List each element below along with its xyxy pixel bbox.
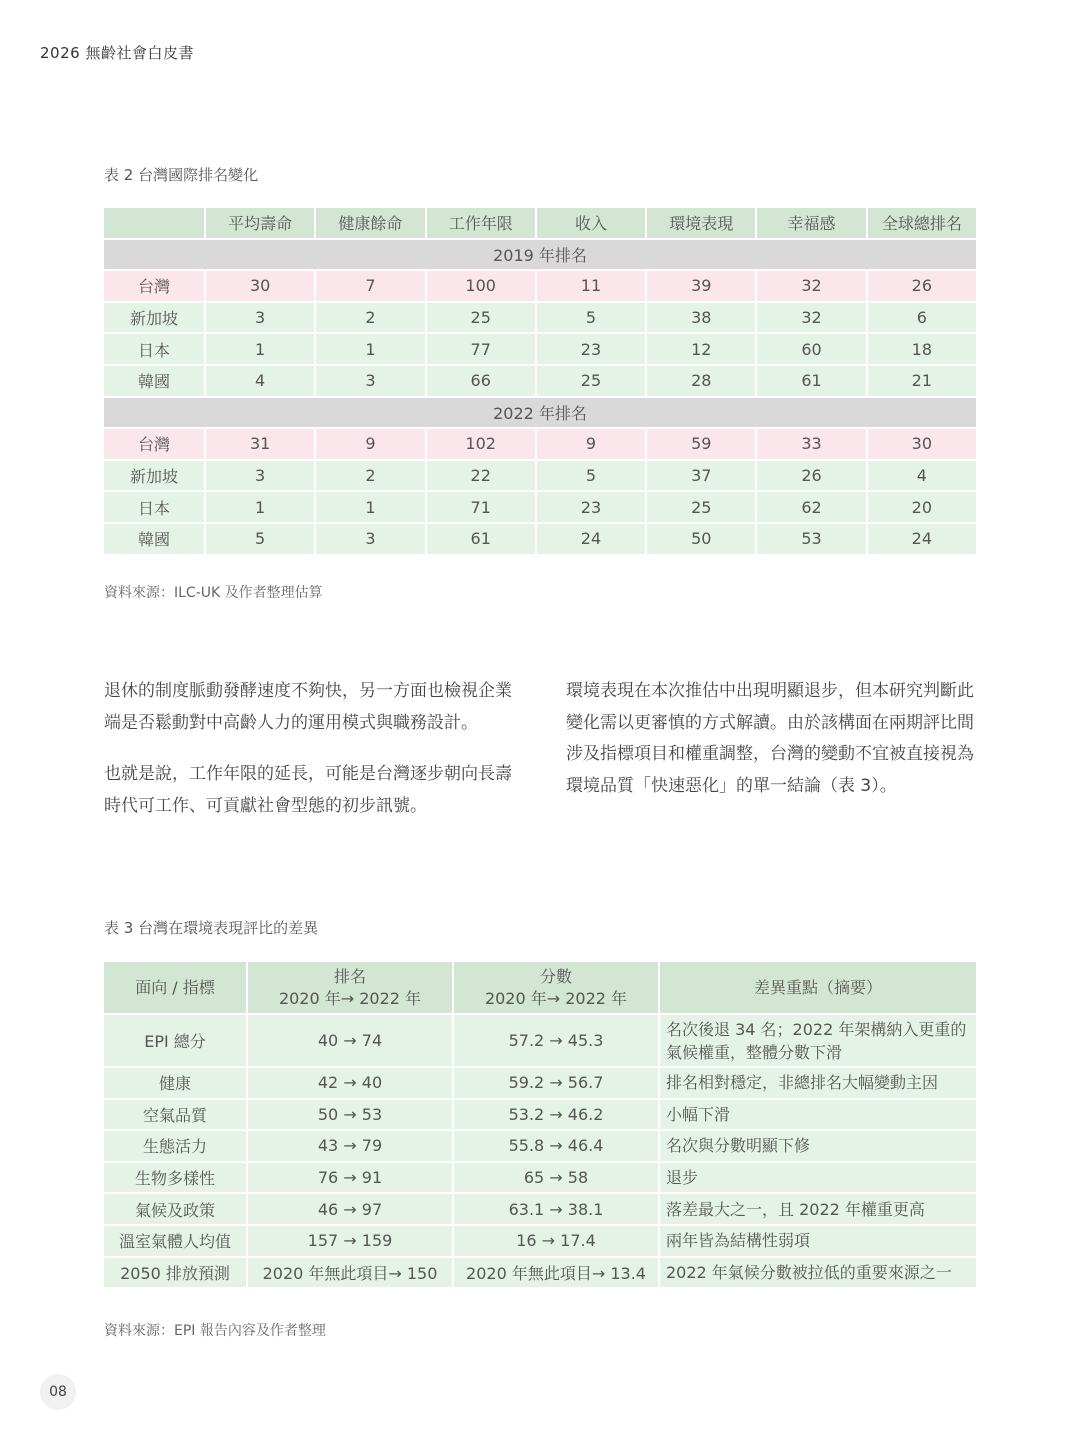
table-cell: 3 [206,303,314,333]
table-cell: 102 [427,429,535,459]
rank-change: 40 → 74 [248,1015,452,1066]
table-row [104,492,976,522]
table-row [104,1258,976,1288]
table2-source: 資料來源：ILC-UK 及作者整理估算 [104,585,323,601]
country-name: 台灣 [104,271,204,301]
table-cell: 61 [757,366,865,396]
table-cell: 30 [206,271,314,301]
table-cell: 37 [647,461,755,491]
table-cell: 23 [537,492,645,522]
table-row [104,1100,976,1130]
indicator-name: 生物多樣性 [104,1163,246,1193]
table-row [104,1194,976,1224]
indicator-name: 空氣品質 [104,1100,246,1130]
table-cell: 32 [757,303,865,333]
difference-note: 排名相對穩定，非總排名大幅變動主因 [660,1068,976,1098]
table-cell: 12 [647,334,755,364]
difference-note: 退步 [660,1163,976,1193]
column-header: 健康餘命 [316,208,424,238]
column-header: 面向 / 指標 [104,962,246,1013]
table-row [104,1131,976,1161]
table-cell: 21 [868,366,976,396]
body-paragraph: 也就是說，工作年限的延長，可能是台灣逐步朝向長壽時代可工作、可貢獻社會型態的初步訊號。 [104,764,512,816]
table-cell: 26 [868,271,976,301]
table-row [104,366,976,396]
table-cell: 5 [537,461,645,491]
column-header: 環境表現 [647,208,755,238]
rank-change: 2020 年無此項目→ 150 [248,1258,452,1288]
section-label-2019: 2019 年排名 [104,240,976,270]
table-row [104,1068,976,1098]
difference-note: 名次後退 34 名；2022 年架構納入更重的氣候權重，整體分數下滑 [660,1015,976,1066]
table-cell: 24 [868,524,976,554]
score-change: 2020 年無此項目→ 13.4 [454,1258,658,1288]
page-number: 08 [40,1374,76,1410]
table-cell: 1 [316,334,424,364]
table-cell: 20 [868,492,976,522]
table-cell: 71 [427,492,535,522]
table-cell: 66 [427,366,535,396]
column-header: 收入 [537,208,645,238]
table-row [104,303,976,333]
score-change: 55.8 → 46.4 [454,1131,658,1161]
table-cell: 38 [647,303,755,333]
column-header: 平均壽命 [206,208,314,238]
indicator-name: 溫室氣體人均值 [104,1226,246,1256]
column-header: 全球總排名 [868,208,976,238]
column-header: 工作年限 [427,208,535,238]
table-cell: 61 [427,524,535,554]
table-cell: 30 [868,429,976,459]
table3-caption: 表 3 台灣在環境表現評比的差異 [104,919,319,937]
indicator-name: 健康 [104,1068,246,1098]
table3-source: 資料來源：EPI 報告內容及作者整理 [104,1323,326,1339]
country-name: 新加坡 [104,303,204,333]
difference-note: 落差最大之一，且 2022 年權重更高 [660,1194,976,1224]
indicator-name: 生態活力 [104,1131,246,1161]
table-cell: 60 [757,334,865,364]
column-header: 排名 2020 年→ 2022 年 [248,962,452,1013]
country-name: 韓國 [104,524,204,554]
rank-change: 46 → 97 [248,1194,452,1224]
rank-change: 157 → 159 [248,1226,452,1256]
rank-change: 76 → 91 [248,1163,452,1193]
table-cell: 28 [647,366,755,396]
table-cell: 25 [427,303,535,333]
table-cell: 3 [316,366,424,396]
difference-note: 名次與分數明顯下修 [660,1131,976,1161]
body-left-column [104,676,524,842]
column-header [104,208,204,238]
table-cell: 39 [647,271,755,301]
score-change: 65 → 58 [454,1163,658,1193]
column-header: 分數 2020 年→ 2022 年 [454,962,658,1013]
difference-note: 2022 年氣候分數被拉低的重要來源之一 [660,1258,976,1288]
table-row [104,1015,976,1066]
table-cell: 25 [537,366,645,396]
table-cell: 31 [206,429,314,459]
body-paragraph: 退休的制度脈動發酵速度不夠快，另一方面也檢視企業端是否鬆動對中高齡人力的運用模式與職務設計。 [104,681,512,733]
table-cell: 4 [206,366,314,396]
section-label-2022: 2022 年排名 [104,398,976,428]
table2-caption: 表 2 台灣國際排名變化 [104,166,259,184]
table-cell: 24 [537,524,645,554]
table-cell: 9 [537,429,645,459]
score-change: 57.2 → 45.3 [454,1015,658,1066]
table-cell: 3 [206,461,314,491]
table-cell: 9 [316,429,424,459]
country-name: 新加坡 [104,461,204,491]
table-cell: 1 [206,334,314,364]
table-row [104,524,976,554]
table-cell: 23 [537,334,645,364]
rank-change: 50 → 53 [248,1100,452,1130]
table-cell: 1 [206,492,314,522]
table-cell: 22 [427,461,535,491]
table-cell: 32 [757,271,865,301]
column-header: 幸福感 [757,208,865,238]
body-right-column [566,676,980,822]
table-cell: 33 [757,429,865,459]
country-name: 台灣 [104,429,204,459]
score-change: 16 → 17.4 [454,1226,658,1256]
table-cell: 53 [757,524,865,554]
table-cell: 4 [868,461,976,491]
table-cell: 59 [647,429,755,459]
score-change: 63.1 → 38.1 [454,1194,658,1224]
country-name: 日本 [104,492,204,522]
table-cell: 6 [868,303,976,333]
indicator-name: EPI 總分 [104,1015,246,1066]
rank-change: 43 → 79 [248,1131,452,1161]
indicator-name: 氣候及政策 [104,1194,246,1224]
table-cell: 1 [316,492,424,522]
table-cell: 26 [757,461,865,491]
body-paragraph: 環境表現在本次推估中出現明顯退步，但本研究判斷此變化需以更審慎的方式解讀。由於該構面在兩期評比間涉及指標項目和權重調整，台灣的變動不宜被直接視為環境品質「快速惡化」的單一結論（表 3）。 [566,681,974,796]
table-cell: 100 [427,271,535,301]
score-change: 53.2 → 46.2 [454,1100,658,1130]
table-cell: 2 [316,461,424,491]
table-environment-performance [102,960,978,1289]
table-row [104,461,976,491]
table-row [104,271,976,301]
table-cell: 7 [316,271,424,301]
table-cell: 2 [316,303,424,333]
table-cell: 62 [757,492,865,522]
table-cell: 5 [537,303,645,333]
table-cell: 3 [316,524,424,554]
table-cell: 25 [647,492,755,522]
table-cell: 50 [647,524,755,554]
score-change: 59.2 → 56.7 [454,1068,658,1098]
table-taiwan-international-rankings [102,206,978,556]
table-row [104,429,976,459]
column-header: 差異重點（摘要） [660,962,976,1013]
table-cell: 5 [206,524,314,554]
country-name: 韓國 [104,366,204,396]
table-row [104,334,976,364]
document-header-title: 2026 無齡社會白皮書 [40,44,194,62]
table-row [104,1163,976,1193]
difference-note: 兩年皆為結構性弱項 [660,1226,976,1256]
table-cell: 77 [427,334,535,364]
country-name: 日本 [104,334,204,364]
difference-note: 小幅下滑 [660,1100,976,1130]
table-cell: 18 [868,334,976,364]
table-row [104,1226,976,1256]
indicator-name: 2050 排放預測 [104,1258,246,1288]
table-cell: 11 [537,271,645,301]
rank-change: 42 → 40 [248,1068,452,1098]
